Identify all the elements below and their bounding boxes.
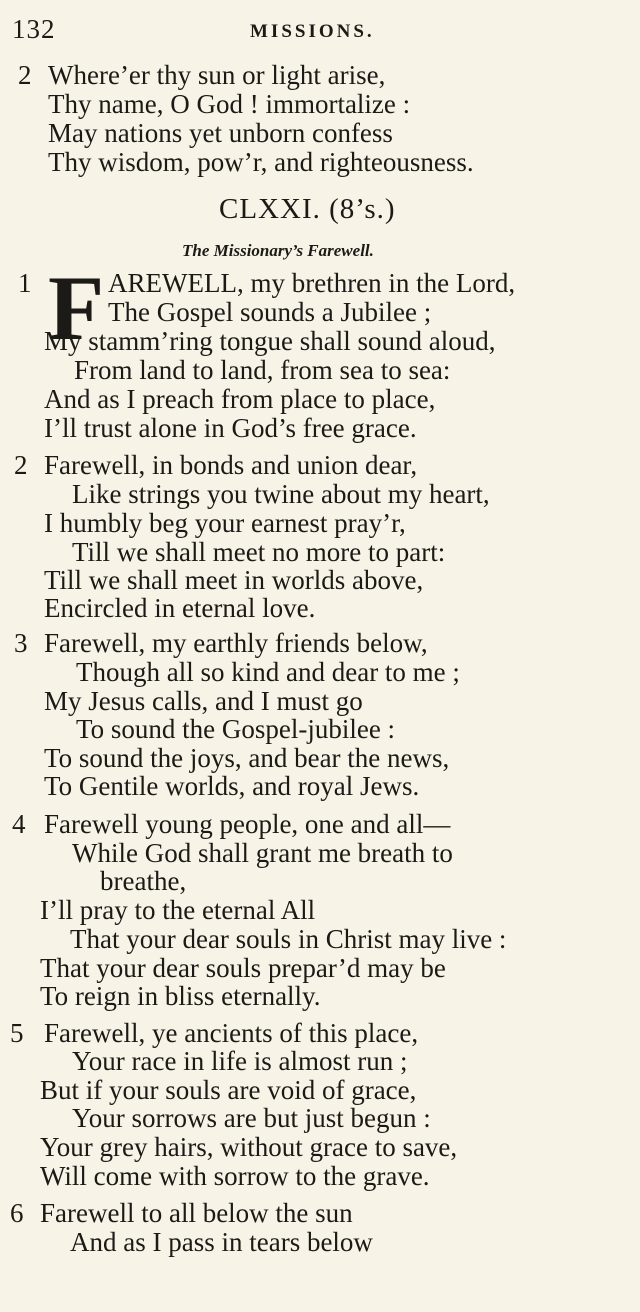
stanza-number: 6 (10, 1198, 24, 1228)
verse-line: May nations yet unborn confess (48, 118, 393, 148)
verse-line: The Gospel sounds a Jubilee ; (108, 297, 432, 327)
verse-line: Farewell to all below the sun (40, 1198, 353, 1228)
verse-line: I humbly beg your earnest pray’r, (44, 508, 406, 538)
verse-line: Where’er thy sun or light arise, (48, 60, 386, 90)
verse-line: Your grey hairs, without grace to save, (40, 1132, 458, 1162)
stanza-number: 2 (18, 60, 32, 90)
verse-line: Farewell, my earthly friends below, (44, 628, 428, 658)
verse-line: Farewell young people, one and all— (44, 809, 451, 839)
verse-line: Thy wisdom, pow’r, and righteousness. (48, 147, 474, 177)
stanza-number: 1 (18, 268, 32, 298)
verse-line: My Jesus calls, and I must go (44, 686, 363, 716)
stanza-number: 4 (12, 809, 26, 839)
verse-line: Thy name, O God ! immortalize : (48, 89, 411, 119)
verse-line: That your dear souls prepar’d may be (40, 953, 446, 983)
verse-line: To sound the joys, and bear the news, (44, 743, 450, 773)
verse-line: breathe, (100, 866, 187, 896)
verse-line: I’ll pray to the eternal All (40, 895, 316, 925)
stanza-number: 2 (14, 450, 28, 480)
verse-line: To sound the Gospel-jubilee : (76, 714, 396, 744)
verse-line: Though all so kind and dear to me ; (76, 657, 460, 687)
hymn-title: CLXXI. (8’s.) (219, 193, 396, 225)
verse-line: But if your souls are void of grace, (40, 1075, 417, 1105)
verse-line: Till we shall meet no more to part: (72, 537, 446, 567)
hymn-subtitle: The Missionary’s Farewell. (182, 241, 374, 260)
verse-line: To reign in bliss eternally. (40, 981, 321, 1011)
running-title: MISSIONS. (250, 21, 375, 42)
stanza-number: 5 (10, 1018, 24, 1048)
verse-line: Encircled in eternal love. (44, 593, 316, 623)
verse-line: That your dear souls in Christ may live : (70, 924, 507, 954)
verse-line: Farewell, in bonds and union dear, (44, 450, 418, 480)
page-number: 132 (12, 14, 56, 44)
verse-line: To Gentile worlds, and royal Jews. (44, 771, 420, 801)
verse-line: Will come with sorrow to the grave. (40, 1161, 430, 1191)
verse-line: Till we shall meet in worlds above, (44, 565, 424, 595)
verse-line: Your race in life is almost run ; (72, 1046, 408, 1076)
verse-line: Your sorrows are but just begun : (72, 1103, 431, 1133)
verse-line: I’ll trust alone in God’s free grace. (44, 413, 417, 443)
verse-line: AREWELL, my brethren in the Lord, (108, 268, 516, 298)
verse-line: While God shall grant me breath to (72, 838, 453, 868)
stanza-number: 3 (14, 628, 28, 658)
verse-line: Farewell, ye ancients of this place, (44, 1018, 419, 1048)
drop-cap: F (48, 257, 105, 359)
verse-line: And as I pass in tears below (70, 1227, 373, 1257)
verse-line: Like strings you twine about my heart, (72, 479, 490, 509)
verse-line: My stamm’ring tongue shall sound aloud, (44, 326, 496, 356)
verse-line: And as I preach from place to place, (44, 384, 436, 414)
verse-line: From land to land, from sea to sea: (74, 355, 451, 385)
